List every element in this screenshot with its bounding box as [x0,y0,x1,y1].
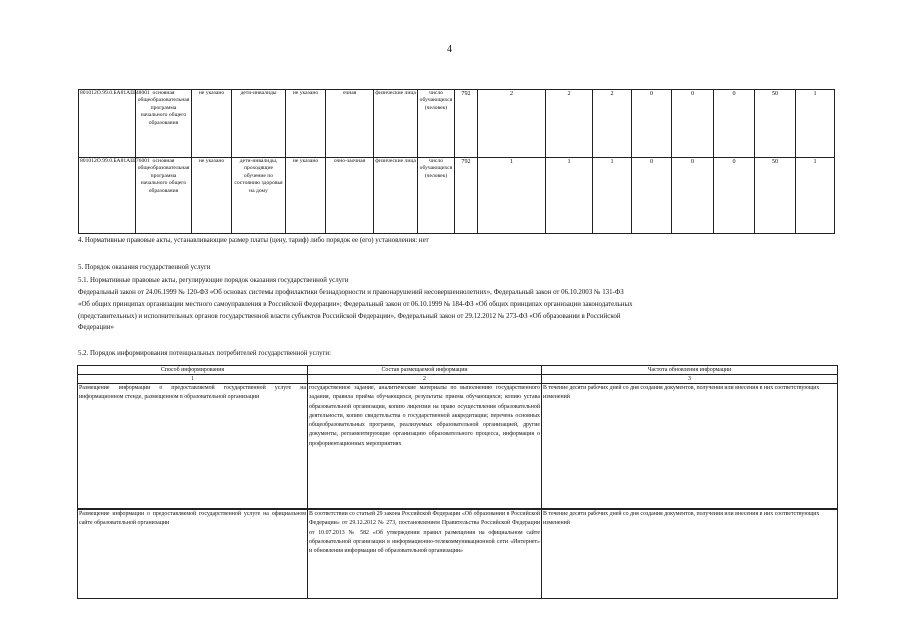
table-header-row [78,366,838,375]
value-cell: 1 [796,90,835,158]
program-cell: основная общеобразовательная программа начального общего образования [136,90,192,158]
value-cell: 0 [714,90,755,158]
value-cell: 0 [672,90,714,158]
indicator-cell: число обучающихся (человек) [418,90,455,158]
column-number-row [78,375,838,384]
frequency-cell: В течение десяти рабочих дней со дня создания документов, получения или внесения в них соответствующих изменений [542,384,838,510]
content-cell: не указано [286,158,326,234]
value-cell: 1 [546,158,593,234]
value-cell: 1 [796,158,835,234]
value-cell: 2 [478,90,546,158]
value-cell: 50 [755,90,796,158]
content-cell: не указано [192,158,232,234]
value-cell: 2 [546,90,593,158]
okei-cell: 792 [455,158,478,234]
category-cell: дети-инвалиды [232,90,286,158]
persons-cell: физические лица [374,158,418,234]
table-row [78,509,838,599]
study-form-cell: очно-заочная [326,158,374,234]
content-cell: государственное задание, аналитические материалы по выполнению государственного задания, правила приёма обучающихся, результаты приема обучающихся; копию устава образовательной организации, копию лицензии на право осуществления образовательной деятельности, копию свидетельства о государственной аккредитации; перечень основных общеобразовательных программ, реализуемых образовательной организацией, другие документы, регламентирующие организацию образовательного процесса, информация о профориентационных мероприятиях [308,384,542,510]
section-5-1-title: 5.1. Нормативные правовые акты, регулирующие порядок оказания государственной услуги [78,277,349,284]
table-row [79,158,835,234]
okei-cell: 792 [455,90,478,158]
content-cell: В соответствии со статьей 29 закона Российской Федерации «Об образовании в Российской Федерации» от 29.12.2012 № 273, постановлением Правительства Российской Федерации от 10.07.2013 № 582 «Об утверждении правил размещения на официальном сайте образовательной организации в информационно-телекоммуникационной сети «Интернет» и обновления информации об образовательной организации» [308,509,542,599]
laws-line: «Об общих принципах организации местного самоуправления в Российской Федерации»; Федеральный закон от 06.10.1999 № 184-ФЗ «Об общих принципах организации законодательных [78,301,633,308]
content-cell: не указано [286,90,326,158]
persons-cell: физические лица [374,90,418,158]
registry-code: 801012О.99.0.БА81АЩ76001 [79,158,136,234]
column-header: Состав размещаемой информации [308,366,542,375]
informing-table [77,365,838,599]
volume-indicators-table [78,89,835,234]
content-cell: не указано [192,90,232,158]
column-number: 2 [308,375,542,384]
column-number: 3 [542,375,838,384]
value-cell: 0 [632,158,672,234]
frequency-cell: В течение десяти рабочих дней со дня создания документов, получения или внесения в них соответствующих изменений [542,509,838,599]
section-4-text: 4. Нормативные правовые акты, устанавливающие размер платы (цену, тариф) либо порядок ее (его) установления: нет [78,237,429,244]
laws-line: Федерации» [78,324,114,331]
method-cell: Размещение информации о предоставляемой государственной услуге на информационном стенде, размещенном в образовательной организации [78,384,308,510]
column-header: Частота обновления информации [542,366,838,375]
indicator-cell: число обучающихся (человек) [418,158,455,234]
value-cell: 1 [478,158,546,234]
category-cell: дети-инвалиды, проходящие обучение по состоянию здоровья на дому [232,158,286,234]
value-cell: 0 [714,158,755,234]
study-form-cell: очная [326,90,374,158]
value-cell: 0 [672,158,714,234]
column-header: Способ информирования [78,366,308,375]
value-cell: 1 [593,158,632,234]
laws-line: (представительных) и исполнительных органов государственной власти субъектов Российской Федерации», Федеральный закон от 29.12.2012 № 273-ФЗ «Об образовании в Российской [78,313,621,320]
program-cell: основная общеобразовательная программа начального общего образования [136,158,192,234]
method-cell: Размещение информации о предоставляемой государственной услуге на официальном сайте образовательной организации [78,509,308,599]
laws-line: Федеральный закон от 24.06.1999 № 120-ФЗ «Об основах системы профилактики безнадзорности и правонарушений несовершеннолетних», Федеральный закон от 06.10.2003 № 131-ФЗ [78,289,624,296]
column-number: 1 [78,375,308,384]
registry-code: 801012О.99.0.БА81АЩ48001 [79,90,136,158]
section-5-title: 5. Порядок оказания государственной услуги [78,264,211,271]
value-cell: 0 [632,90,672,158]
value-cell: 2 [593,90,632,158]
page-number: 4 [447,44,452,55]
table-row [78,384,838,510]
value-cell: 50 [755,158,796,234]
table-row [79,90,835,158]
section-5-2-title: 5.2. Порядок информирования потенциальных потребителей государственной услуги: [78,350,331,357]
